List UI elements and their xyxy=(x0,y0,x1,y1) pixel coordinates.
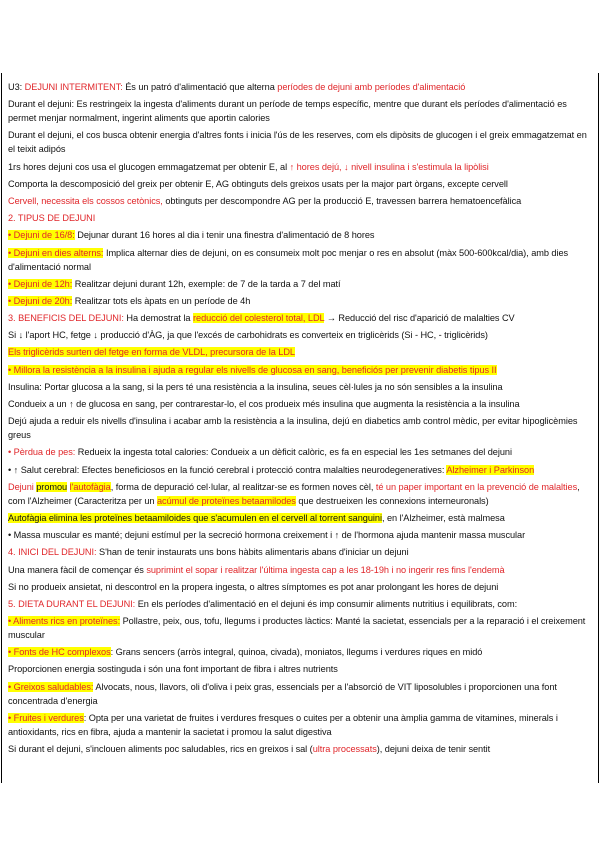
text-run: : Grans sencers (arròs integral, quinoa, civada), moniatos, llegums i verdures riques en midó xyxy=(110,647,483,658)
paragraph xyxy=(8,614,593,642)
text-run: Durant el dejuni, el cos busca obtenir energia d'altres fonts i inicia l'ús de les reserves, com els dipòsits de glucogen i el greix emmagatzemat en el teixit adipós xyxy=(8,130,587,155)
highlighted-run: promou xyxy=(36,481,68,492)
text-run: que destrueixen les connexions interneuronals) xyxy=(295,495,489,506)
paragraph xyxy=(8,246,593,274)
highlighted-emphasis-run: l'autofàgia xyxy=(69,481,111,492)
text-run: Dejunar durant 16 hores al dia i tenir una finestra d'alimentació de 8 hores xyxy=(74,230,375,241)
emphasis-run: Dejuni xyxy=(8,481,37,492)
paragraph xyxy=(8,511,593,525)
emphasis-run: períodes de dejuni amb períodes d'alimentació xyxy=(277,82,466,92)
highlighted-emphasis-run: • Fruites i verdures xyxy=(8,712,84,723)
text-run: , com l'Alzheimer (Caracteritza per un xyxy=(8,481,580,506)
highlighted-emphasis-run: • Greixos saludables: xyxy=(8,681,94,692)
emphasis-run: 4. INICI DEL DEJUNI: xyxy=(8,547,100,558)
text-run: Condueix a un ↑ de glucosa en sang, per contrarestar-lo, el cos produeix més insulina que augmenta la resistència a la insulina xyxy=(8,399,520,409)
text-run: → Reducció del risc d'aparició de malalties CV xyxy=(324,313,515,324)
text-run: Proporcionen energia sostinguda i són una font important de fibra i altres nutrients xyxy=(8,664,338,675)
text-run: Realitzar tots els àpats en un període de 4h xyxy=(72,295,251,306)
highlighted-emphasis-run: acúmul de proteïnes betaamilodes xyxy=(157,495,296,506)
text-run: Comporta la descomposició del greix per obtenir E, AG obtinguts dels greixos usats per la major part òrgans, excepte cervell xyxy=(8,178,508,189)
text-run: Una manera fàcil de començar és xyxy=(8,564,147,575)
highlighted-emphasis-run: Els triglicèrids surten del fetge en forma de VLDL, precursora de la LDL xyxy=(8,347,295,358)
emphasis-run: ↑ hores dejú, ↓ nivell insulina i s'estimula la lipòlisi xyxy=(289,161,489,172)
text-run: : Opta per una varietat de fruites i verdures fresques o cuites per a obtenir una àmplia gamma de vitamines, minerals i antioxidants, rics en fibra, ajuda a mantenir la sacietat i promou la salut digestiva xyxy=(8,712,558,737)
highlighted-emphasis-run: Alzheimer i Parkinson xyxy=(446,464,535,475)
emphasis-run: ultra processats xyxy=(312,744,377,754)
emphasis-run: Cervell, necessita els cossos cetònics, xyxy=(8,195,166,206)
highlighted-run: Autofàgia elimina les proteïnes betaamiloides que s'acumulen en el cervell al torrent sanguini xyxy=(8,512,382,523)
paragraph xyxy=(8,645,593,659)
text-run: Pollastre, peix, ous, tofu, llegums i productes làctics: Manté la sacietat, essencials per a la reparació i el creixement muscular xyxy=(8,616,586,641)
paragraph xyxy=(8,277,593,291)
paragraph xyxy=(8,328,593,342)
paragraph xyxy=(8,742,593,756)
text-run: U3: xyxy=(8,82,25,92)
highlighted-emphasis-run: • Dejuni de 12h: xyxy=(8,278,73,289)
paragraph xyxy=(8,545,593,559)
text-run: Redueix la ingesta total calories: Condueix a un dèficit calòric, es fa en especial les 1es setmanes del dejuni xyxy=(77,447,512,458)
paragraph xyxy=(8,580,593,594)
emphasis-run: 5. DIETA DURANT EL DEJUNI: xyxy=(8,598,138,609)
highlighted-emphasis-run: • Dejuni de 20h: xyxy=(8,295,73,306)
emphasis-run: té un paper important en la prevenció de malalties xyxy=(375,481,578,492)
paragraph xyxy=(8,294,593,308)
text-run: obtinguts per descompondre AG per la producció E, travessen barrera hematoencefàlica xyxy=(165,195,522,206)
text-run: Si durant el dejuni, s'inclouen aliments poc saludables, rics en greixos i sal ( xyxy=(8,744,313,754)
paragraph xyxy=(8,397,593,411)
document-page xyxy=(1,73,599,783)
text-run: Alvocats, nous, llavors, oli d'oliva i peix gras, essencials per a l'absorció de VIT liposolubles i proporcionen una font concentrada d'energia xyxy=(8,681,557,706)
paragraph xyxy=(8,414,593,442)
highlighted-emphasis-run: • Millora la resistència a la insulina i ajuda a regular els nivells de glucosa en sang, beneficiós per prevenir diabetis tipus II xyxy=(8,364,497,375)
text-run: 1rs hores dejuni cos usa el glucogen emmagatzemat per obtenir E, al xyxy=(8,161,290,172)
paragraph xyxy=(8,211,593,225)
emphasis-run: 2. TIPUS DE DEJUNI xyxy=(8,213,96,224)
text-run: Durant el dejuni: Es restringeix la ingesta d'aliments durant un període de temps específic, mentre que durant els períodes d'alimentació es permet menjar normalment, ingerint aliments que aportin calories xyxy=(8,99,567,124)
highlighted-emphasis-run: • Dejuni en dies alterns: xyxy=(8,247,104,258)
paragraph xyxy=(8,711,593,739)
highlighted-emphasis-run: reducció del colesterol total, LDL xyxy=(193,313,325,324)
text-run: • Massa muscular es manté; dejuni estímul per la secreció hormona creixement i ↑ de l'hormona ajuda mantenir massa muscular xyxy=(8,530,526,541)
highlighted-emphasis-run: • Aliments rics en proteïnes: xyxy=(8,616,121,627)
emphasis-run: • Pèrdua de pes: xyxy=(8,447,78,458)
text-run: Ha demostrat la xyxy=(126,313,193,324)
paragraph xyxy=(8,363,593,377)
text-run: Si ↓ l'aport HC, fetge ↓ producció d'ÀG, ja que l'excés de carbohidrats es converteix en triglicèrids (Si - HC, - triglicèrids) xyxy=(8,330,488,341)
paragraph xyxy=(8,228,593,242)
text-run: És un patró d'alimentació que alterna xyxy=(125,82,278,92)
paragraph xyxy=(8,563,593,577)
paragraph xyxy=(8,160,593,174)
text-run: S'han de tenir instaurats uns bons hàbits alimentaris abans d'iniciar un dejuni xyxy=(99,547,409,558)
emphasis-run: 3. BENEFICIS DEL DEJUNI: xyxy=(8,313,127,324)
emphasis-run: DEJUNI INTERMITENT: xyxy=(24,82,126,92)
paragraph xyxy=(8,345,593,359)
text-run: ), dejuni deixa de tenir sentit xyxy=(376,744,491,754)
paragraph xyxy=(8,80,593,94)
paragraph xyxy=(8,177,593,191)
text-run: Dejú ajuda a reduir els nivells d'insulina i acabar amb la resistència a la insulina, dejú en diabetics amb control mèdic, per evitar hipoglicèmies greus xyxy=(8,416,578,441)
text-run: , forma de depuració cel·lular, al realitzar-se es formen noves cèl, xyxy=(110,481,376,492)
paragraph xyxy=(8,380,593,394)
paragraph xyxy=(8,194,593,208)
paragraph xyxy=(8,528,593,542)
text-run: , en l'Alzheimer, està malmesa xyxy=(381,512,505,523)
paragraph xyxy=(8,463,593,477)
paragraph xyxy=(8,445,593,459)
text-run: Implica alternar dies de dejuni, on es consumeix molt poc menjar o res en absolut (màx 500-600kcal/dia), amb dies d'alimentació normal xyxy=(8,247,569,272)
emphasis-run: suprimint el sopar i realitzar l'última ingesta cap a les 18-19h i no ingerir res fins l'endemà xyxy=(146,564,505,575)
paragraph xyxy=(8,128,593,156)
paragraph xyxy=(8,662,593,676)
highlighted-emphasis-run: • Dejuni de 16/8: xyxy=(8,230,75,241)
paragraph xyxy=(8,97,593,125)
paragraph xyxy=(8,311,593,325)
highlighted-emphasis-run: • Fonts de HC complexos xyxy=(8,647,111,658)
text-run: • ↑ Salut cerebral: Efectes beneficiosos en la funció cerebral i protecció contra malalties neurodegeneratives: xyxy=(8,464,447,475)
paragraph xyxy=(8,597,593,611)
text-run: Si no produeix ansietat, ni descontrol en la propera ingesta, o altres símptomes es pot anar prolongant les hores de dejuni xyxy=(8,581,499,592)
paragraph xyxy=(8,480,593,508)
text-run: Realitzar dejuni durant 12h, exemple: de 7 de la tarda a 7 del matí xyxy=(72,278,341,289)
text-run: Insulina: Portar glucosa a la sang, si la pers té una resistència a la insulina, seues cèl·lules ja no són sensibles a la insulina xyxy=(8,381,503,392)
paragraph xyxy=(8,680,593,708)
text-run: En els períodes d'alimentació en el dejuni és imp consumir aliments nutritius i equilibrats, com: xyxy=(137,598,518,609)
